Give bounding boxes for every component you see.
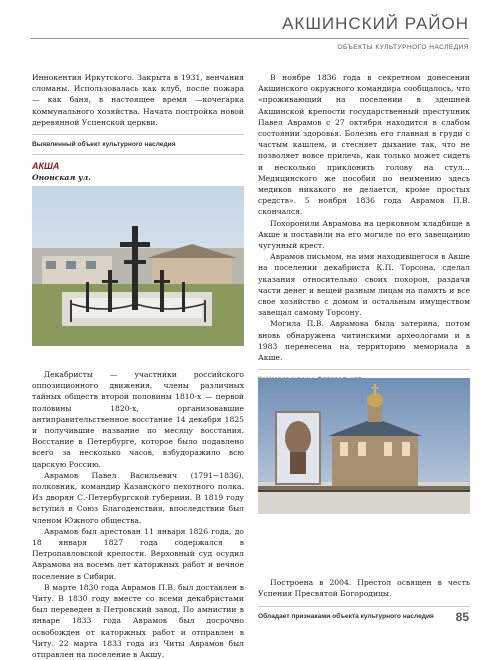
paragraph: Похоронили Аврамова на церковном кладбище в Акше и поставили на его могиле по его завещанию чугунный крест. — [258, 218, 470, 251]
left-column — [32, 72, 244, 660]
header-rule — [30, 38, 469, 39]
identified-object-label: Выявленный объект культурного наследия — [32, 141, 176, 149]
paragraph: В марте 1830 года Аврамов П.В. был доставлен в Читу. В 1830 году вместе со всеми декабристами был переведен в Петровский завод. По амнистии в январе 1833 года Аврамов был досрочно освобожден от каторжных работ и отправлен в Читу. 22 марта 1833 года из Читы Аврамов был отправлен на поселение в Акшу. — [32, 582, 244, 660]
grave-photo-image — [32, 186, 244, 346]
place-name: АКША — [32, 161, 60, 172]
object-address: Ононская ул. — [32, 173, 91, 183]
grave-photo — [32, 186, 244, 346]
divider — [258, 369, 470, 370]
divider — [258, 606, 470, 607]
church-description: Построена в 2004. Престол освящен в честь Успения Пресвятой Богородицы. — [258, 578, 470, 599]
divider — [32, 154, 244, 155]
paragraph: Могила П.В. Аврамова была затеряна, потом вновь обнаружена читинскими археологами и в 1983 перенесена на территорию мемориала в Акше. — [258, 319, 470, 363]
paragraph: В ноябре 1836 года в секретном донесении Акшинского окружного командира сообщалось, что «проживающий на поселении в здешней Акшинской крепости государственный преступник Павел Аврамов с 27 октября находится в слабом состоянии здоровья. Болезнь его главная в груди с частым кашлем, и стесняет дыхание так, что не позволяет вовсе прилечь, как только может сидеть и несколько приклонить голову на стул… Медицинского же пособия по неимению здесь медиков никакого не делается, кроме простых средств». 5 ноября 1836 года Аврамов П.В. скончался. — [258, 73, 470, 217]
paragraph: Аврамов Павел Васильевич (1791−1836), полковник, командир Казанского пехотного полка. Из дворян С.-Петербургской губернии. В 1819 году вступил в Союз Благоденствия, впоследствии был членом Южного общества. — [32, 470, 244, 525]
divider — [32, 134, 244, 135]
right-column — [258, 72, 470, 620]
district-title: АКШИНСКИЙ РАЙОН — [282, 14, 469, 33]
church-photo — [258, 378, 470, 514]
paragraph: Аврамов был арестован 11 января 1826 года, до 18 января 1827 года содержался в Петропавловской крепости. Верховный суд осудил Аврамова на восемь лет каторжных работ и вечное поселение в Сибири. — [32, 526, 244, 581]
church-photo-image — [258, 378, 470, 514]
section-subtitle: ОБЪЕКТЫ КУЛЬТУРНОГО НАСЛЕДИЯ — [337, 44, 469, 51]
paragraph: Аврамов письмом, на имя находившегося в Акше на поселении декабриста К.П. Торсона, сделал указания относительно своих похорон, раздачи части денег и вещей разным лицам на память и все свое хозяйство с домом и остальным имуществом завещал самому Торсону. — [258, 252, 470, 318]
intro-text: Иннокентия Иркутского. Закрыта в 1931, венчания сломаны. Использовалась как клуб, после пожара — как баня, в настоящее время —кочегарка коммунального хозяйства. Начата постройка новой деревянной Успенской церкви. — [32, 73, 244, 127]
page-number: 85 — [455, 610, 469, 624]
paragraph: Декабристы — участники российского оппозиционного движения, члены различных тайных обществ второй половины 1810-х — первой половины 1820-х, организовавшие антиправительственное восстание 14 декабря 1825 и получившие название по месяцу восстания. Восстание в Петербурге, которое было подавлено всего за несколько часов, взбудоражило всю царскую Россию. — [32, 370, 244, 469]
heritage-note: Обладает признаками объекта культурного наследия — [258, 612, 434, 620]
